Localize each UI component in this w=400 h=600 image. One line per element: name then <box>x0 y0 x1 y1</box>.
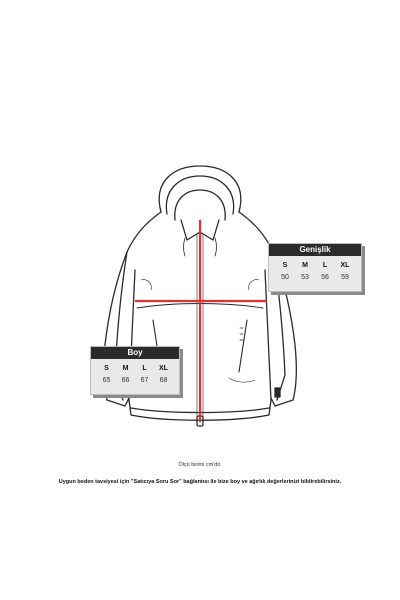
size-label-l: L <box>142 365 147 372</box>
height-value-l: 67 <box>140 377 149 384</box>
size-label-m: M <box>122 365 129 372</box>
width-value-l: 56 <box>321 274 329 281</box>
size-label-m: M <box>302 262 308 269</box>
height-size-grid <box>91 359 179 388</box>
width-size-card <box>268 243 362 292</box>
width-value-xl: 59 <box>341 274 349 281</box>
height-size-card <box>90 346 180 395</box>
size-label-s: S <box>104 365 109 372</box>
width-card-title: Genişlik <box>269 244 361 256</box>
size-advice-note: Uygun beden tavsiyesi için "Satıcıya Soru Sor" bağlantısı ile bize boy ve ağırlık değerlerinizi bildirebilirsiniz. <box>58 479 342 485</box>
unit-note: Ölçü birimi cm'dir. <box>178 462 222 468</box>
height-value-xl: 68 <box>159 377 168 384</box>
size-label-s: S <box>282 262 288 269</box>
width-value-m: 53 <box>301 274 309 281</box>
width-value-s: 50 <box>281 274 289 281</box>
height-card-title: Boy <box>91 347 179 359</box>
width-size-grid <box>269 256 361 285</box>
size-label-l: L <box>322 262 328 269</box>
height-value-m: 66 <box>121 377 130 384</box>
size-label-xl: XL <box>159 365 168 372</box>
height-value-s: 65 <box>102 377 111 384</box>
size-label-xl: XL <box>340 262 350 269</box>
